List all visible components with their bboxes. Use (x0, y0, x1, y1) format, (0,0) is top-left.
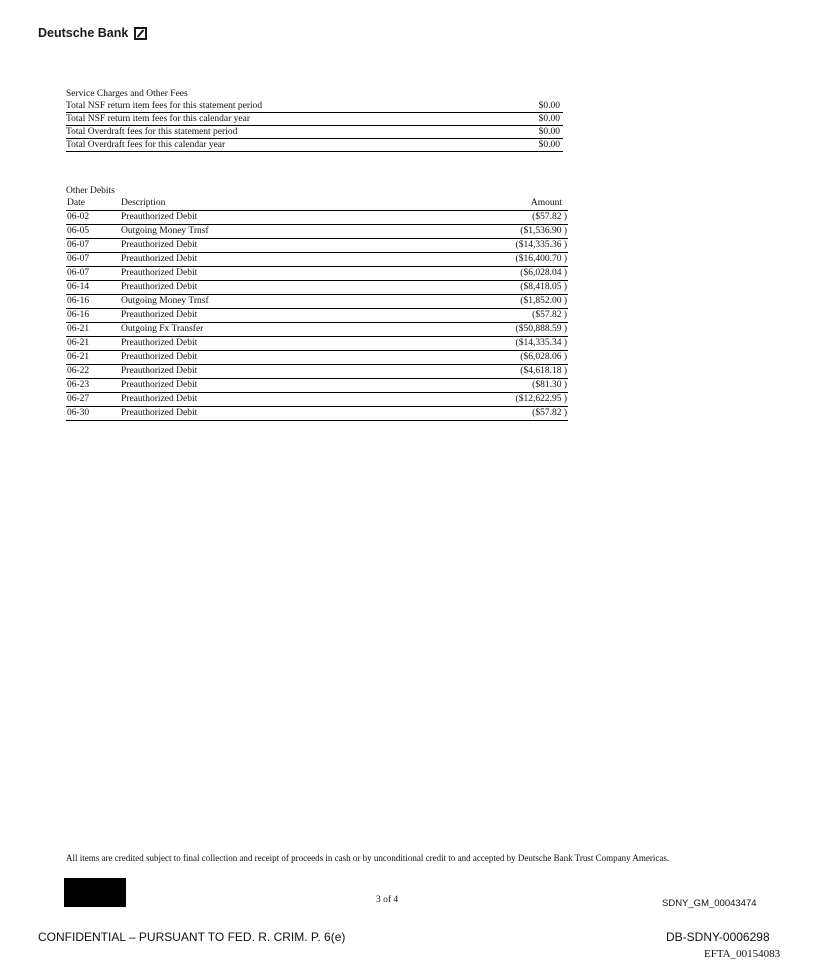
fee-label: Total Overdraft fees for this statement period (66, 127, 238, 137)
debit-amount: ($57.82 ) (532, 408, 567, 418)
fee-row (66, 139, 563, 152)
fee-row (66, 113, 563, 126)
debit-description: Preauthorized Debit (121, 394, 198, 404)
debit-description: Preauthorized Debit (121, 338, 198, 348)
fee-value: $0.00 (538, 114, 560, 124)
debit-row (66, 407, 568, 421)
debit-description: Preauthorized Debit (121, 268, 198, 278)
fee-label: Total NSF return item fees for this calendar year (66, 114, 250, 124)
debit-description: Preauthorized Debit (121, 380, 198, 390)
debit-row (66, 225, 568, 239)
debit-row (66, 351, 568, 365)
debit-date: 06-05 (67, 226, 90, 236)
service-charges-section (66, 88, 563, 152)
efta-number: EFTA_00154083 (704, 948, 781, 960)
debit-description: Outgoing Fx Transfer (121, 324, 204, 334)
debit-amount: ($57.82 ) (532, 310, 567, 320)
debit-description: Preauthorized Debit (121, 310, 198, 320)
brand-name: Deutsche Bank (38, 26, 129, 40)
debit-row (66, 337, 568, 351)
debit-date: 06-16 (67, 310, 90, 320)
debit-date: 06-21 (67, 352, 90, 362)
service-charges-title: Service Charges and Other Fees (66, 89, 188, 99)
debit-amount: ($1,852.00 ) (520, 296, 567, 306)
debit-date: 06-23 (67, 380, 90, 390)
debit-description: Preauthorized Debit (121, 212, 198, 222)
redaction-block (64, 878, 126, 907)
debit-date: 06-14 (67, 282, 90, 292)
debit-amount: ($81.30 ) (532, 380, 567, 390)
debit-date: 06-02 (67, 212, 90, 222)
debit-row (66, 323, 568, 337)
fee-value: $0.00 (538, 140, 560, 150)
sdny-bates-number: SDNY_GM_00043474 (662, 898, 757, 909)
debit-row (66, 239, 568, 253)
debit-description: Preauthorized Debit (121, 254, 198, 264)
debit-row (66, 295, 568, 309)
debit-date: 06-30 (67, 408, 90, 418)
debit-row (66, 211, 568, 225)
fee-value: $0.00 (538, 127, 560, 137)
amount-column-header: Amount (530, 198, 562, 208)
other-debits-header-row (66, 197, 568, 211)
fee-label: Total Overdraft fees for this calendar year (66, 140, 226, 150)
debit-row (66, 253, 568, 267)
confidential-notice: CONFIDENTIAL – PURSUANT TO FED. R. CRIM. P. 6(e) (38, 930, 346, 944)
other-debits-table (66, 211, 568, 421)
fee-value: $0.00 (538, 101, 560, 111)
debit-row (66, 393, 568, 407)
debit-row (66, 379, 568, 393)
debit-amount: ($57.82 ) (532, 212, 567, 222)
fee-row (66, 100, 563, 113)
debit-amount: ($6,028.04 ) (520, 268, 567, 278)
debit-date: 06-27 (67, 394, 90, 404)
debit-date: 06-16 (67, 296, 90, 306)
description-column-header: Description (121, 198, 166, 208)
debit-description: Preauthorized Debit (121, 366, 198, 376)
debit-row (66, 309, 568, 323)
debit-date: 06-22 (67, 366, 90, 376)
debit-row (66, 281, 568, 295)
debit-amount: ($14,335.36 ) (515, 240, 567, 250)
debit-date: 06-07 (67, 254, 90, 264)
debit-row (66, 267, 568, 281)
debit-description: Preauthorized Debit (121, 352, 198, 362)
debit-row (66, 365, 568, 379)
debit-description: Outgoing Money Trnsf (121, 296, 209, 306)
debit-description: Preauthorized Debit (121, 282, 198, 292)
page-number: 3 of 4 (376, 895, 399, 905)
other-debits-section (66, 185, 568, 421)
debit-amount: ($6,028.06 ) (520, 352, 567, 362)
date-column-header: Date (67, 198, 85, 208)
debit-amount: ($12,622.95 ) (515, 394, 567, 404)
debit-amount: ($8,418.05 ) (520, 282, 567, 292)
debit-description: Preauthorized Debit (121, 408, 198, 418)
fee-label: Total NSF return item fees for this statement period (66, 101, 263, 111)
debit-date: 06-21 (67, 324, 90, 334)
other-debits-title: Other Debits (66, 186, 115, 196)
debit-description: Outgoing Money Trnsf (121, 226, 209, 236)
debit-amount: ($1,536.90 ) (520, 226, 567, 236)
debit-date: 06-07 (67, 268, 90, 278)
debit-amount: ($14,335.34 ) (515, 338, 567, 348)
deutsche-bank-logo-icon (134, 27, 147, 40)
fee-row (66, 126, 563, 139)
bank-header (38, 26, 147, 40)
db-bates-number: DB-SDNY-0006298 (666, 930, 770, 944)
debit-date: 06-21 (67, 338, 90, 348)
debit-amount: ($4,618.18 ) (520, 366, 567, 376)
debit-amount: ($50,888.59 ) (515, 324, 567, 334)
debit-description: Preauthorized Debit (121, 240, 198, 250)
debit-date: 06-07 (67, 240, 90, 250)
service-charges-table (66, 100, 563, 152)
debit-amount: ($16,400.70 ) (515, 254, 567, 264)
credit-disclaimer: All items are credited subject to final collection and receipt of proceeds in cash or by unconditional credit to and accepted by Deutsche Bank Trust Company Americas. (66, 853, 670, 863)
